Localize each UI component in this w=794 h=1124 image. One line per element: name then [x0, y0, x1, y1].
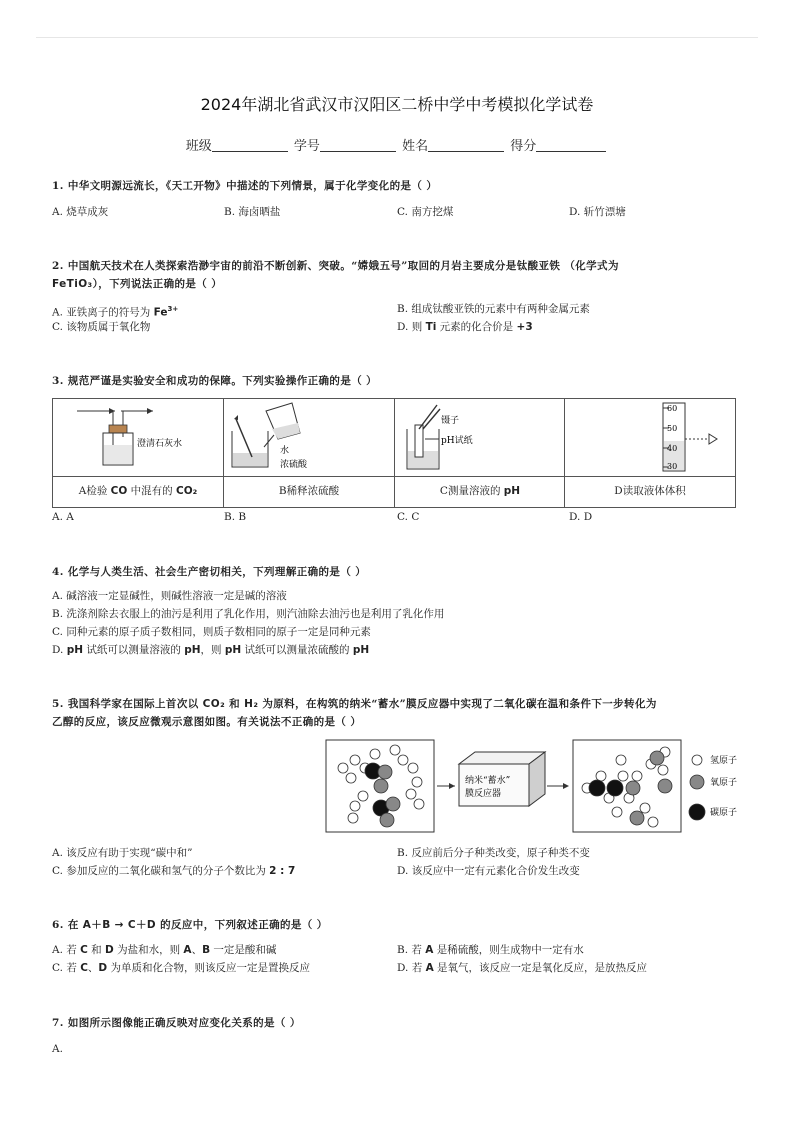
q3-caption-d: D读取液体体积 — [614, 485, 686, 497]
q6-option-d[interactable]: D. 若 A 是氧气，该反应一定是氧化反应，是放热反应 — [397, 962, 648, 974]
q6-option-a[interactable]: A. 若 C 和 D 为盐和水，则 A、B 一定是酸和碱 — [52, 944, 277, 956]
question-7-stem: 7. 如图所示图像能正确反映对应变化关系的是（ ） — [52, 1017, 301, 1029]
q3-figure-d — [565, 399, 735, 476]
q6-option-c[interactable]: C. 若 C、D 为单质和化合物，则该反应一定是置换反应 — [52, 962, 310, 974]
q3-option-c[interactable]: C. C — [397, 511, 420, 523]
page-title: 2024年湖北省武汉市汉阳区二桥中学中考模拟化学试卷 — [200, 95, 594, 114]
q2-option-d[interactable]: D. 则 Ti 元素的化合价是 +3 — [397, 321, 533, 333]
q3-experiment-table — [52, 398, 736, 508]
q3-option-b[interactable]: B. B — [224, 511, 247, 523]
q6-option-b[interactable]: B. 若 A 是稀硫酸，则生成物中一定有水 — [397, 944, 584, 956]
conc-acid-label: 浓硫酸 — [280, 460, 308, 470]
reactor-label-1: 纳米“蓄水” — [465, 776, 511, 786]
q5-reaction-diagram — [325, 738, 745, 838]
q5-option-c[interactable]: C. 参加反应的二氧化碳和氢气的分子个数比为 2 : 7 — [52, 865, 296, 877]
q1-option-c[interactable]: C. 南方挖煤 — [397, 206, 454, 218]
legend-carbon-label: 碳原子 — [710, 808, 738, 818]
q3-figure-c — [395, 399, 565, 476]
q2-stem-line2: ），下列说法正确的是（ ） — [92, 278, 223, 290]
q5-option-a[interactable]: A. 该反应有助于实现“碳中和” — [52, 847, 193, 859]
score-label: 得分 — [510, 139, 537, 154]
header-rule — [36, 37, 758, 38]
water-label: 水 — [280, 446, 290, 456]
q2-formula: FeTiO₃ — [52, 278, 93, 290]
class-label: 班级 — [185, 139, 212, 154]
q2-option-b[interactable]: B. 组成钛酸亚铁的元素中有两种金属元素 — [397, 303, 590, 315]
question-4-stem: 4. 化学与人类生活、社会生产密切相关，下列理解正确的是（ ） — [52, 566, 367, 578]
q3-figure-a — [53, 399, 223, 476]
student-id-label: 学号 — [293, 139, 320, 154]
reactor-label-2: 膜反应器 — [465, 789, 502, 799]
q7-option-a[interactable]: A. — [52, 1043, 63, 1055]
q1-option-b[interactable]: B. 海卤晒盐 — [224, 206, 281, 218]
question-3-stem: 3. 规范严谨是实验安全和成功的保障。下列实验操作正确的是（ ） — [52, 375, 378, 387]
student-id-blank[interactable] — [320, 139, 396, 152]
q2-option-c[interactable]: C. 该物质属于氧化物 — [52, 321, 151, 333]
legend-carbon-swatch — [689, 804, 705, 820]
student-info-line — [0, 135, 794, 154]
q5-option-d[interactable]: D. 该反应中一定有元素化合价发生改变 — [397, 865, 580, 877]
question-2-stem — [52, 257, 744, 293]
q2-stem-line1: 2. 中国航天技术在人类探索浩渺宇宙的前沿不断创新、突破。“嫦娥五号”取回的月岩主要成分是钛酸亚铁 （化学式为 — [52, 260, 619, 272]
score-blank[interactable] — [536, 139, 606, 152]
q4-option-b[interactable]: B. 洗涤剂除去衣服上的油污是利用了乳化作用，则汽油除去油污也是利用了乳化作用 — [52, 608, 445, 620]
legend-hydrogen-label: 氢原子 — [710, 756, 738, 766]
tweezers-label: 镊子 — [441, 416, 460, 426]
lime-water-label: 澄清石灰水 — [137, 439, 183, 449]
q4-option-a[interactable]: A. 碱溶液一定显碱性，则碱性溶液一定是碱的溶液 — [52, 590, 287, 602]
svg-text:30: 30 — [667, 462, 678, 471]
legend-oxygen-swatch — [690, 775, 704, 789]
legend-hydrogen-swatch — [692, 755, 702, 765]
question-5-stem: 5. 我国科学家在国际上首次以 CO₂ 和 H₂ 为原料，在构筑的纳米“蓄水”膜反应器中实现了二氧化碳在温和条件下一步转化为 乙醇的反应，该反应微观示意图如图。有关说法不正确的是（ ） — [52, 698, 657, 728]
q3-option-d[interactable]: D. D — [569, 511, 593, 523]
svg-text:50: 50 — [667, 424, 678, 433]
q1-option-a[interactable]: A. 烧草成灰 — [52, 206, 109, 218]
ph-paper-label: pH试纸 — [441, 436, 473, 446]
q3-caption-c: C测量溶液的 pH — [439, 485, 521, 497]
q5-option-b[interactable]: B. 反应前后分子种类改变，原子种类不变 — [397, 847, 590, 859]
q3-caption-b: B稀释浓硫酸 — [278, 485, 340, 497]
q3-option-a[interactable]: A. A — [52, 511, 74, 523]
q4-option-d[interactable]: D. pH 试纸可以测量溶液的 pH，则 pH 试纸可以测量浓硫酸的 pH — [52, 644, 370, 656]
legend-oxygen-label: 氧原子 — [710, 778, 738, 788]
name-label: 姓名 — [402, 139, 429, 154]
question-6-stem: 6. 在 A＋B → C＋D 的反应中，下列叙述正确的是（ ） — [52, 919, 328, 931]
q3-figure-b — [224, 399, 394, 476]
svg-text:40: 40 — [667, 444, 678, 453]
question-1-stem: 1. 中华文明源远流长，《天工开物》中描述的下列情景，属于化学变化的是（ ） — [52, 180, 438, 192]
class-blank[interactable] — [212, 139, 288, 152]
svg-text:60: 60 — [667, 404, 678, 413]
q2-option-a[interactable]: A. 亚铁离子的符号为 $Fe^{3+}$ — [52, 305, 179, 319]
q4-option-c[interactable]: C. 同种元素的原子质子数相同，则质子数相同的原子一定是同种元素 — [52, 626, 371, 638]
q3-caption-a: A检验 CO 中混有的 CO₂ — [78, 485, 198, 497]
name-blank[interactable] — [428, 139, 504, 152]
q1-option-d[interactable]: D. 斩竹漂塘 — [569, 206, 626, 218]
